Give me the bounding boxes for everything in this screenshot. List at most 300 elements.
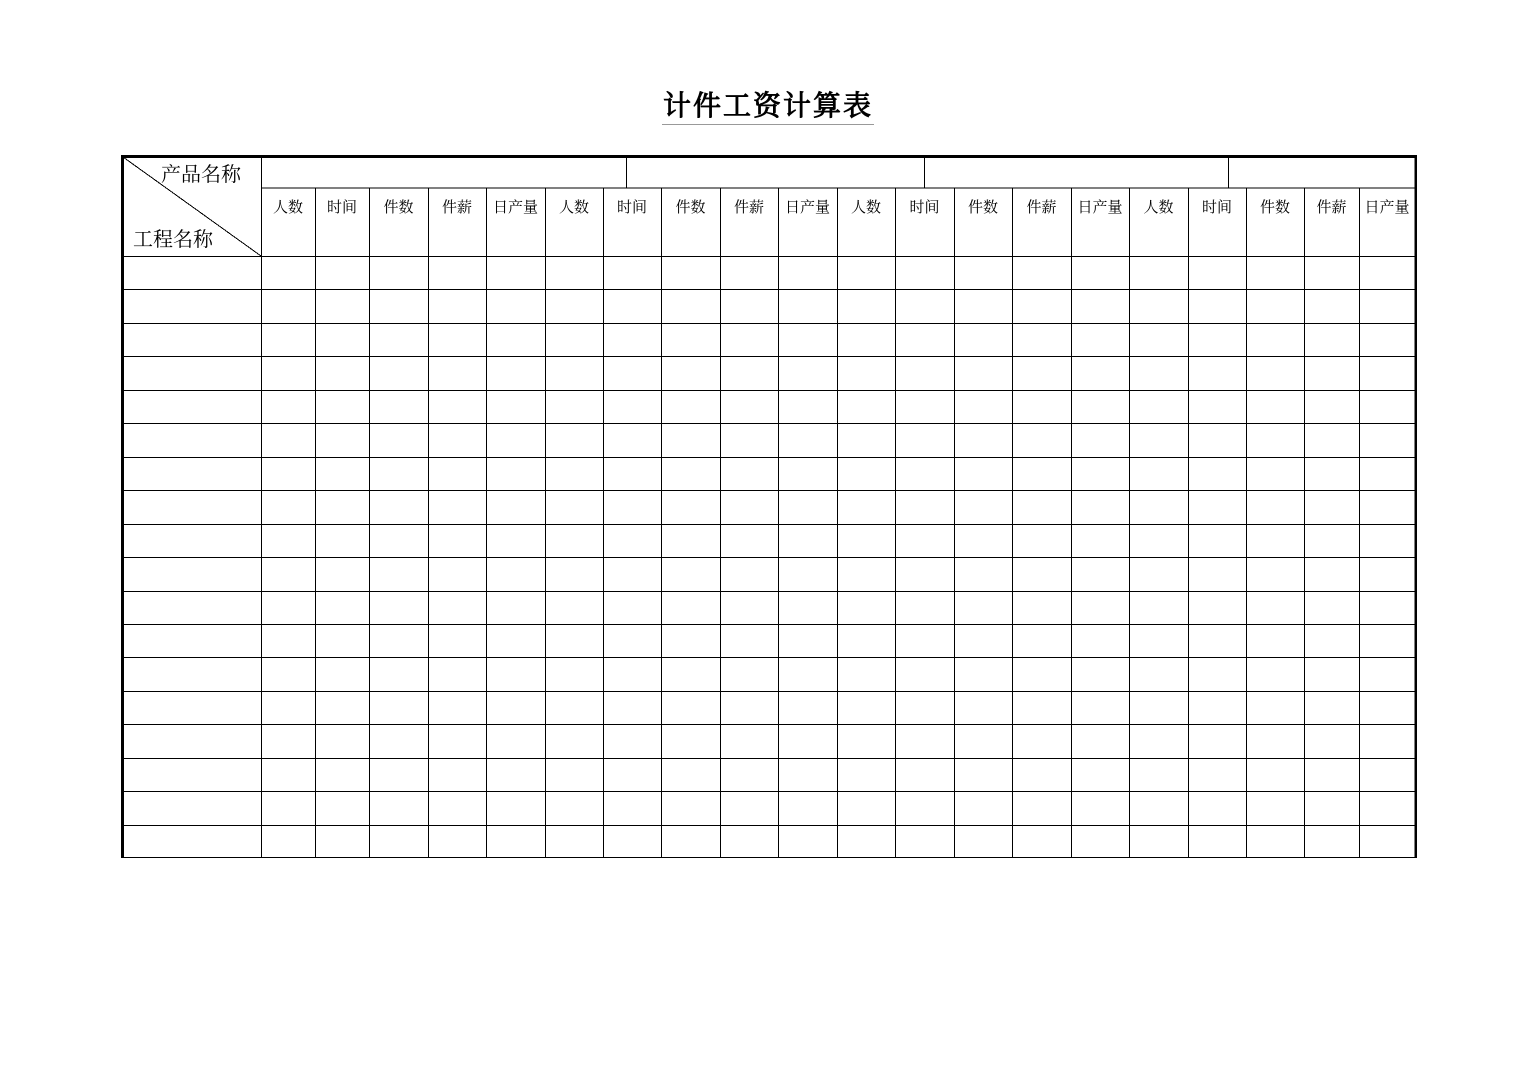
data-cell[interactable] bbox=[486, 691, 545, 724]
data-cell[interactable] bbox=[895, 825, 954, 858]
data-cell[interactable] bbox=[369, 557, 428, 591]
data-cell[interactable] bbox=[837, 691, 895, 724]
data-cell[interactable] bbox=[778, 423, 837, 457]
data-cell[interactable] bbox=[486, 356, 545, 390]
data-cell[interactable] bbox=[603, 390, 661, 423]
data-cell[interactable] bbox=[1071, 457, 1129, 490]
data-cell[interactable] bbox=[720, 457, 778, 490]
data-cell[interactable] bbox=[603, 524, 661, 557]
data-cell[interactable] bbox=[545, 323, 603, 356]
data-cell[interactable] bbox=[778, 624, 837, 657]
data-cell[interactable] bbox=[720, 825, 778, 858]
product-name-cell[interactable] bbox=[626, 155, 924, 188]
data-cell[interactable] bbox=[1188, 323, 1246, 356]
data-cell[interactable] bbox=[1071, 356, 1129, 390]
data-cell[interactable] bbox=[428, 423, 486, 457]
data-cell[interactable] bbox=[1129, 657, 1188, 691]
process-name-cell[interactable] bbox=[121, 390, 261, 423]
data-cell[interactable] bbox=[1012, 825, 1071, 858]
process-name-cell[interactable] bbox=[121, 691, 261, 724]
data-cell[interactable] bbox=[261, 356, 315, 390]
data-cell[interactable] bbox=[428, 323, 486, 356]
data-cell[interactable] bbox=[895, 289, 954, 323]
process-name-cell[interactable] bbox=[121, 724, 261, 758]
data-cell[interactable] bbox=[369, 691, 428, 724]
data-cell[interactable] bbox=[661, 825, 720, 858]
data-cell[interactable] bbox=[895, 256, 954, 289]
data-cell[interactable] bbox=[778, 289, 837, 323]
data-cell[interactable] bbox=[837, 724, 895, 758]
data-cell[interactable] bbox=[1359, 423, 1415, 457]
data-cell[interactable] bbox=[261, 724, 315, 758]
data-cell[interactable] bbox=[1188, 591, 1246, 624]
data-cell[interactable] bbox=[661, 457, 720, 490]
data-cell[interactable] bbox=[1012, 691, 1071, 724]
data-cell[interactable] bbox=[1304, 825, 1359, 858]
data-cell[interactable] bbox=[545, 524, 603, 557]
data-cell[interactable] bbox=[1246, 825, 1304, 858]
data-cell[interactable] bbox=[1188, 724, 1246, 758]
data-cell[interactable] bbox=[1359, 289, 1415, 323]
data-cell[interactable] bbox=[603, 490, 661, 524]
data-cell[interactable] bbox=[895, 390, 954, 423]
data-cell[interactable] bbox=[1129, 791, 1188, 825]
data-cell[interactable] bbox=[1012, 289, 1071, 323]
data-cell[interactable] bbox=[720, 758, 778, 791]
data-cell[interactable] bbox=[1012, 457, 1071, 490]
data-cell[interactable] bbox=[1304, 657, 1359, 691]
data-cell[interactable] bbox=[661, 691, 720, 724]
data-cell[interactable] bbox=[1071, 758, 1129, 791]
data-cell[interactable] bbox=[720, 289, 778, 323]
data-cell[interactable] bbox=[954, 323, 1012, 356]
data-cell[interactable] bbox=[837, 490, 895, 524]
data-cell[interactable] bbox=[545, 356, 603, 390]
data-cell[interactable] bbox=[428, 791, 486, 825]
data-cell[interactable] bbox=[661, 356, 720, 390]
data-cell[interactable] bbox=[369, 356, 428, 390]
data-cell[interactable] bbox=[1304, 390, 1359, 423]
data-cell[interactable] bbox=[1071, 256, 1129, 289]
data-cell[interactable] bbox=[315, 356, 369, 390]
data-cell[interactable] bbox=[486, 490, 545, 524]
data-cell[interactable] bbox=[428, 657, 486, 691]
data-cell[interactable] bbox=[778, 524, 837, 557]
data-cell[interactable] bbox=[1359, 791, 1415, 825]
data-cell[interactable] bbox=[1304, 356, 1359, 390]
data-cell[interactable] bbox=[545, 791, 603, 825]
data-cell[interactable] bbox=[895, 791, 954, 825]
data-cell[interactable] bbox=[1304, 524, 1359, 557]
data-cell[interactable] bbox=[1129, 423, 1188, 457]
data-cell[interactable] bbox=[837, 289, 895, 323]
data-cell[interactable] bbox=[1188, 457, 1246, 490]
data-cell[interactable] bbox=[1188, 657, 1246, 691]
process-name-cell[interactable] bbox=[121, 356, 261, 390]
data-cell[interactable] bbox=[837, 591, 895, 624]
data-cell[interactable] bbox=[428, 557, 486, 591]
data-cell[interactable] bbox=[1012, 423, 1071, 457]
data-cell[interactable] bbox=[261, 557, 315, 591]
data-cell[interactable] bbox=[1359, 323, 1415, 356]
data-cell[interactable] bbox=[1359, 724, 1415, 758]
data-cell[interactable] bbox=[778, 490, 837, 524]
data-cell[interactable] bbox=[837, 457, 895, 490]
data-cell[interactable] bbox=[545, 490, 603, 524]
data-cell[interactable] bbox=[720, 557, 778, 591]
process-name-cell[interactable] bbox=[121, 423, 261, 457]
data-cell[interactable] bbox=[661, 624, 720, 657]
data-cell[interactable] bbox=[1359, 758, 1415, 791]
data-cell[interactable] bbox=[895, 323, 954, 356]
data-cell[interactable] bbox=[895, 624, 954, 657]
data-cell[interactable] bbox=[954, 624, 1012, 657]
data-cell[interactable] bbox=[778, 390, 837, 423]
data-cell[interactable] bbox=[1188, 557, 1246, 591]
data-cell[interactable] bbox=[720, 256, 778, 289]
data-cell[interactable] bbox=[369, 724, 428, 758]
data-cell[interactable] bbox=[1071, 289, 1129, 323]
data-cell[interactable] bbox=[778, 591, 837, 624]
data-cell[interactable] bbox=[954, 356, 1012, 390]
data-cell[interactable] bbox=[315, 825, 369, 858]
data-cell[interactable] bbox=[603, 423, 661, 457]
process-name-cell[interactable] bbox=[121, 524, 261, 557]
data-cell[interactable] bbox=[315, 591, 369, 624]
data-cell[interactable] bbox=[486, 758, 545, 791]
data-cell[interactable] bbox=[720, 390, 778, 423]
data-cell[interactable] bbox=[720, 624, 778, 657]
data-cell[interactable] bbox=[428, 457, 486, 490]
data-cell[interactable] bbox=[720, 791, 778, 825]
data-cell[interactable] bbox=[837, 791, 895, 825]
data-cell[interactable] bbox=[428, 490, 486, 524]
data-cell[interactable] bbox=[486, 591, 545, 624]
data-cell[interactable] bbox=[1246, 423, 1304, 457]
data-cell[interactable] bbox=[837, 758, 895, 791]
data-cell[interactable] bbox=[778, 825, 837, 858]
data-cell[interactable] bbox=[545, 390, 603, 423]
data-cell[interactable] bbox=[1246, 323, 1304, 356]
data-cell[interactable] bbox=[315, 390, 369, 423]
data-cell[interactable] bbox=[486, 624, 545, 657]
data-cell[interactable] bbox=[1304, 323, 1359, 356]
data-cell[interactable] bbox=[778, 724, 837, 758]
data-cell[interactable] bbox=[428, 724, 486, 758]
data-cell[interactable] bbox=[315, 323, 369, 356]
data-cell[interactable] bbox=[1359, 457, 1415, 490]
data-cell[interactable] bbox=[261, 624, 315, 657]
data-cell[interactable] bbox=[1012, 791, 1071, 825]
data-cell[interactable] bbox=[1129, 323, 1188, 356]
data-cell[interactable] bbox=[261, 323, 315, 356]
data-cell[interactable] bbox=[1359, 356, 1415, 390]
data-cell[interactable] bbox=[661, 724, 720, 758]
data-cell[interactable] bbox=[428, 691, 486, 724]
data-cell[interactable] bbox=[1359, 591, 1415, 624]
data-cell[interactable] bbox=[486, 557, 545, 591]
data-cell[interactable] bbox=[315, 256, 369, 289]
data-cell[interactable] bbox=[661, 524, 720, 557]
data-cell[interactable] bbox=[486, 791, 545, 825]
data-cell[interactable] bbox=[1071, 557, 1129, 591]
data-cell[interactable] bbox=[1304, 457, 1359, 490]
data-cell[interactable] bbox=[1304, 289, 1359, 323]
data-cell[interactable] bbox=[778, 557, 837, 591]
data-cell[interactable] bbox=[1359, 691, 1415, 724]
data-cell[interactable] bbox=[954, 591, 1012, 624]
data-cell[interactable] bbox=[661, 323, 720, 356]
data-cell[interactable] bbox=[369, 624, 428, 657]
data-cell[interactable] bbox=[545, 825, 603, 858]
data-cell[interactable] bbox=[1246, 256, 1304, 289]
data-cell[interactable] bbox=[1304, 691, 1359, 724]
data-cell[interactable] bbox=[369, 758, 428, 791]
data-cell[interactable] bbox=[1129, 390, 1188, 423]
data-cell[interactable] bbox=[1012, 758, 1071, 791]
data-cell[interactable] bbox=[545, 256, 603, 289]
data-cell[interactable] bbox=[778, 657, 837, 691]
data-cell[interactable] bbox=[837, 524, 895, 557]
data-cell[interactable] bbox=[1359, 624, 1415, 657]
data-cell[interactable] bbox=[486, 423, 545, 457]
data-cell[interactable] bbox=[369, 423, 428, 457]
data-cell[interactable] bbox=[545, 423, 603, 457]
data-cell[interactable] bbox=[315, 624, 369, 657]
data-cell[interactable] bbox=[1304, 724, 1359, 758]
data-cell[interactable] bbox=[603, 289, 661, 323]
data-cell[interactable] bbox=[315, 791, 369, 825]
data-cell[interactable] bbox=[954, 825, 1012, 858]
data-cell[interactable] bbox=[1246, 691, 1304, 724]
data-cell[interactable] bbox=[895, 356, 954, 390]
data-cell[interactable] bbox=[603, 356, 661, 390]
data-cell[interactable] bbox=[1071, 524, 1129, 557]
data-cell[interactable] bbox=[954, 524, 1012, 557]
data-cell[interactable] bbox=[1304, 624, 1359, 657]
data-cell[interactable] bbox=[261, 390, 315, 423]
data-cell[interactable] bbox=[778, 691, 837, 724]
data-cell[interactable] bbox=[369, 323, 428, 356]
data-cell[interactable] bbox=[1071, 624, 1129, 657]
data-cell[interactable] bbox=[954, 490, 1012, 524]
data-cell[interactable] bbox=[778, 791, 837, 825]
data-cell[interactable] bbox=[1246, 289, 1304, 323]
data-cell[interactable] bbox=[1129, 490, 1188, 524]
data-cell[interactable] bbox=[895, 557, 954, 591]
data-cell[interactable] bbox=[837, 356, 895, 390]
data-cell[interactable] bbox=[603, 758, 661, 791]
data-cell[interactable] bbox=[428, 390, 486, 423]
data-cell[interactable] bbox=[1129, 691, 1188, 724]
data-cell[interactable] bbox=[720, 423, 778, 457]
data-cell[interactable] bbox=[1188, 791, 1246, 825]
data-cell[interactable] bbox=[603, 657, 661, 691]
data-cell[interactable] bbox=[545, 624, 603, 657]
data-cell[interactable] bbox=[895, 423, 954, 457]
data-cell[interactable] bbox=[315, 657, 369, 691]
data-cell[interactable] bbox=[1188, 490, 1246, 524]
data-cell[interactable] bbox=[428, 758, 486, 791]
data-cell[interactable] bbox=[1246, 791, 1304, 825]
data-cell[interactable] bbox=[720, 724, 778, 758]
data-cell[interactable] bbox=[1246, 758, 1304, 791]
data-cell[interactable] bbox=[1012, 490, 1071, 524]
data-cell[interactable] bbox=[1188, 256, 1246, 289]
data-cell[interactable] bbox=[720, 691, 778, 724]
data-cell[interactable] bbox=[1012, 724, 1071, 758]
data-cell[interactable] bbox=[545, 724, 603, 758]
data-cell[interactable] bbox=[1071, 323, 1129, 356]
process-name-cell[interactable] bbox=[121, 289, 261, 323]
data-cell[interactable] bbox=[428, 524, 486, 557]
data-cell[interactable] bbox=[1246, 557, 1304, 591]
data-cell[interactable] bbox=[428, 289, 486, 323]
data-cell[interactable] bbox=[603, 256, 661, 289]
data-cell[interactable] bbox=[545, 758, 603, 791]
product-name-cell[interactable] bbox=[1228, 155, 1415, 188]
data-cell[interactable] bbox=[545, 557, 603, 591]
data-cell[interactable] bbox=[1246, 490, 1304, 524]
data-cell[interactable] bbox=[1304, 490, 1359, 524]
data-cell[interactable] bbox=[778, 457, 837, 490]
data-cell[interactable] bbox=[1304, 557, 1359, 591]
data-cell[interactable] bbox=[261, 457, 315, 490]
data-cell[interactable] bbox=[1071, 657, 1129, 691]
data-cell[interactable] bbox=[1012, 591, 1071, 624]
data-cell[interactable] bbox=[1071, 691, 1129, 724]
data-cell[interactable] bbox=[369, 289, 428, 323]
data-cell[interactable] bbox=[369, 524, 428, 557]
process-name-cell[interactable] bbox=[121, 657, 261, 691]
data-cell[interactable] bbox=[315, 423, 369, 457]
data-cell[interactable] bbox=[545, 591, 603, 624]
process-name-cell[interactable] bbox=[121, 825, 261, 858]
data-cell[interactable] bbox=[661, 758, 720, 791]
product-name-cell[interactable] bbox=[261, 155, 626, 188]
data-cell[interactable] bbox=[1304, 591, 1359, 624]
data-cell[interactable] bbox=[1012, 356, 1071, 390]
data-cell[interactable] bbox=[261, 490, 315, 524]
data-cell[interactable] bbox=[369, 490, 428, 524]
data-cell[interactable] bbox=[661, 657, 720, 691]
data-cell[interactable] bbox=[486, 390, 545, 423]
data-cell[interactable] bbox=[486, 289, 545, 323]
data-cell[interactable] bbox=[954, 289, 1012, 323]
process-name-cell[interactable] bbox=[121, 591, 261, 624]
data-cell[interactable] bbox=[486, 657, 545, 691]
data-cell[interactable] bbox=[837, 256, 895, 289]
data-cell[interactable] bbox=[428, 591, 486, 624]
data-cell[interactable] bbox=[1246, 390, 1304, 423]
process-name-cell[interactable] bbox=[121, 323, 261, 356]
data-cell[interactable] bbox=[315, 557, 369, 591]
data-cell[interactable] bbox=[1012, 524, 1071, 557]
data-cell[interactable] bbox=[261, 289, 315, 323]
data-cell[interactable] bbox=[315, 289, 369, 323]
data-cell[interactable] bbox=[315, 524, 369, 557]
data-cell[interactable] bbox=[837, 390, 895, 423]
data-cell[interactable] bbox=[1129, 724, 1188, 758]
product-name-cell[interactable] bbox=[924, 155, 1228, 188]
data-cell[interactable] bbox=[1129, 624, 1188, 657]
data-cell[interactable] bbox=[1246, 457, 1304, 490]
data-cell[interactable] bbox=[603, 457, 661, 490]
data-cell[interactable] bbox=[486, 457, 545, 490]
data-cell[interactable] bbox=[1129, 256, 1188, 289]
data-cell[interactable] bbox=[895, 457, 954, 490]
data-cell[interactable] bbox=[603, 825, 661, 858]
data-cell[interactable] bbox=[315, 457, 369, 490]
data-cell[interactable] bbox=[1071, 791, 1129, 825]
data-cell[interactable] bbox=[1246, 624, 1304, 657]
data-cell[interactable] bbox=[261, 256, 315, 289]
data-cell[interactable] bbox=[603, 791, 661, 825]
data-cell[interactable] bbox=[1071, 724, 1129, 758]
data-cell[interactable] bbox=[369, 256, 428, 289]
data-cell[interactable] bbox=[1188, 390, 1246, 423]
data-cell[interactable] bbox=[1129, 591, 1188, 624]
data-cell[interactable] bbox=[837, 825, 895, 858]
data-cell[interactable] bbox=[1071, 490, 1129, 524]
data-cell[interactable] bbox=[1012, 390, 1071, 423]
data-cell[interactable] bbox=[603, 323, 661, 356]
data-cell[interactable] bbox=[1359, 825, 1415, 858]
data-cell[interactable] bbox=[661, 591, 720, 624]
data-cell[interactable] bbox=[1012, 323, 1071, 356]
data-cell[interactable] bbox=[261, 758, 315, 791]
data-cell[interactable] bbox=[315, 691, 369, 724]
data-cell[interactable] bbox=[369, 791, 428, 825]
data-cell[interactable] bbox=[954, 256, 1012, 289]
data-cell[interactable] bbox=[1012, 624, 1071, 657]
data-cell[interactable] bbox=[1246, 591, 1304, 624]
data-cell[interactable] bbox=[1246, 724, 1304, 758]
data-cell[interactable] bbox=[369, 825, 428, 858]
data-cell[interactable] bbox=[1359, 490, 1415, 524]
data-cell[interactable] bbox=[895, 524, 954, 557]
data-cell[interactable] bbox=[720, 657, 778, 691]
data-cell[interactable] bbox=[1246, 657, 1304, 691]
data-cell[interactable] bbox=[895, 691, 954, 724]
data-cell[interactable] bbox=[895, 657, 954, 691]
data-cell[interactable] bbox=[1129, 524, 1188, 557]
data-cell[interactable] bbox=[486, 524, 545, 557]
process-name-cell[interactable] bbox=[121, 490, 261, 524]
data-cell[interactable] bbox=[954, 724, 1012, 758]
data-cell[interactable] bbox=[261, 791, 315, 825]
data-cell[interactable] bbox=[1012, 657, 1071, 691]
data-cell[interactable] bbox=[369, 457, 428, 490]
data-cell[interactable] bbox=[315, 490, 369, 524]
data-cell[interactable] bbox=[837, 657, 895, 691]
data-cell[interactable] bbox=[486, 256, 545, 289]
data-cell[interactable] bbox=[720, 490, 778, 524]
data-cell[interactable] bbox=[1129, 457, 1188, 490]
data-cell[interactable] bbox=[1071, 825, 1129, 858]
data-cell[interactable] bbox=[720, 524, 778, 557]
data-cell[interactable] bbox=[895, 591, 954, 624]
data-cell[interactable] bbox=[954, 457, 1012, 490]
data-cell[interactable] bbox=[1359, 256, 1415, 289]
data-cell[interactable] bbox=[661, 490, 720, 524]
data-cell[interactable] bbox=[1012, 256, 1071, 289]
data-cell[interactable] bbox=[954, 390, 1012, 423]
data-cell[interactable] bbox=[1304, 758, 1359, 791]
data-cell[interactable] bbox=[1359, 390, 1415, 423]
data-cell[interactable] bbox=[1188, 289, 1246, 323]
data-cell[interactable] bbox=[261, 423, 315, 457]
